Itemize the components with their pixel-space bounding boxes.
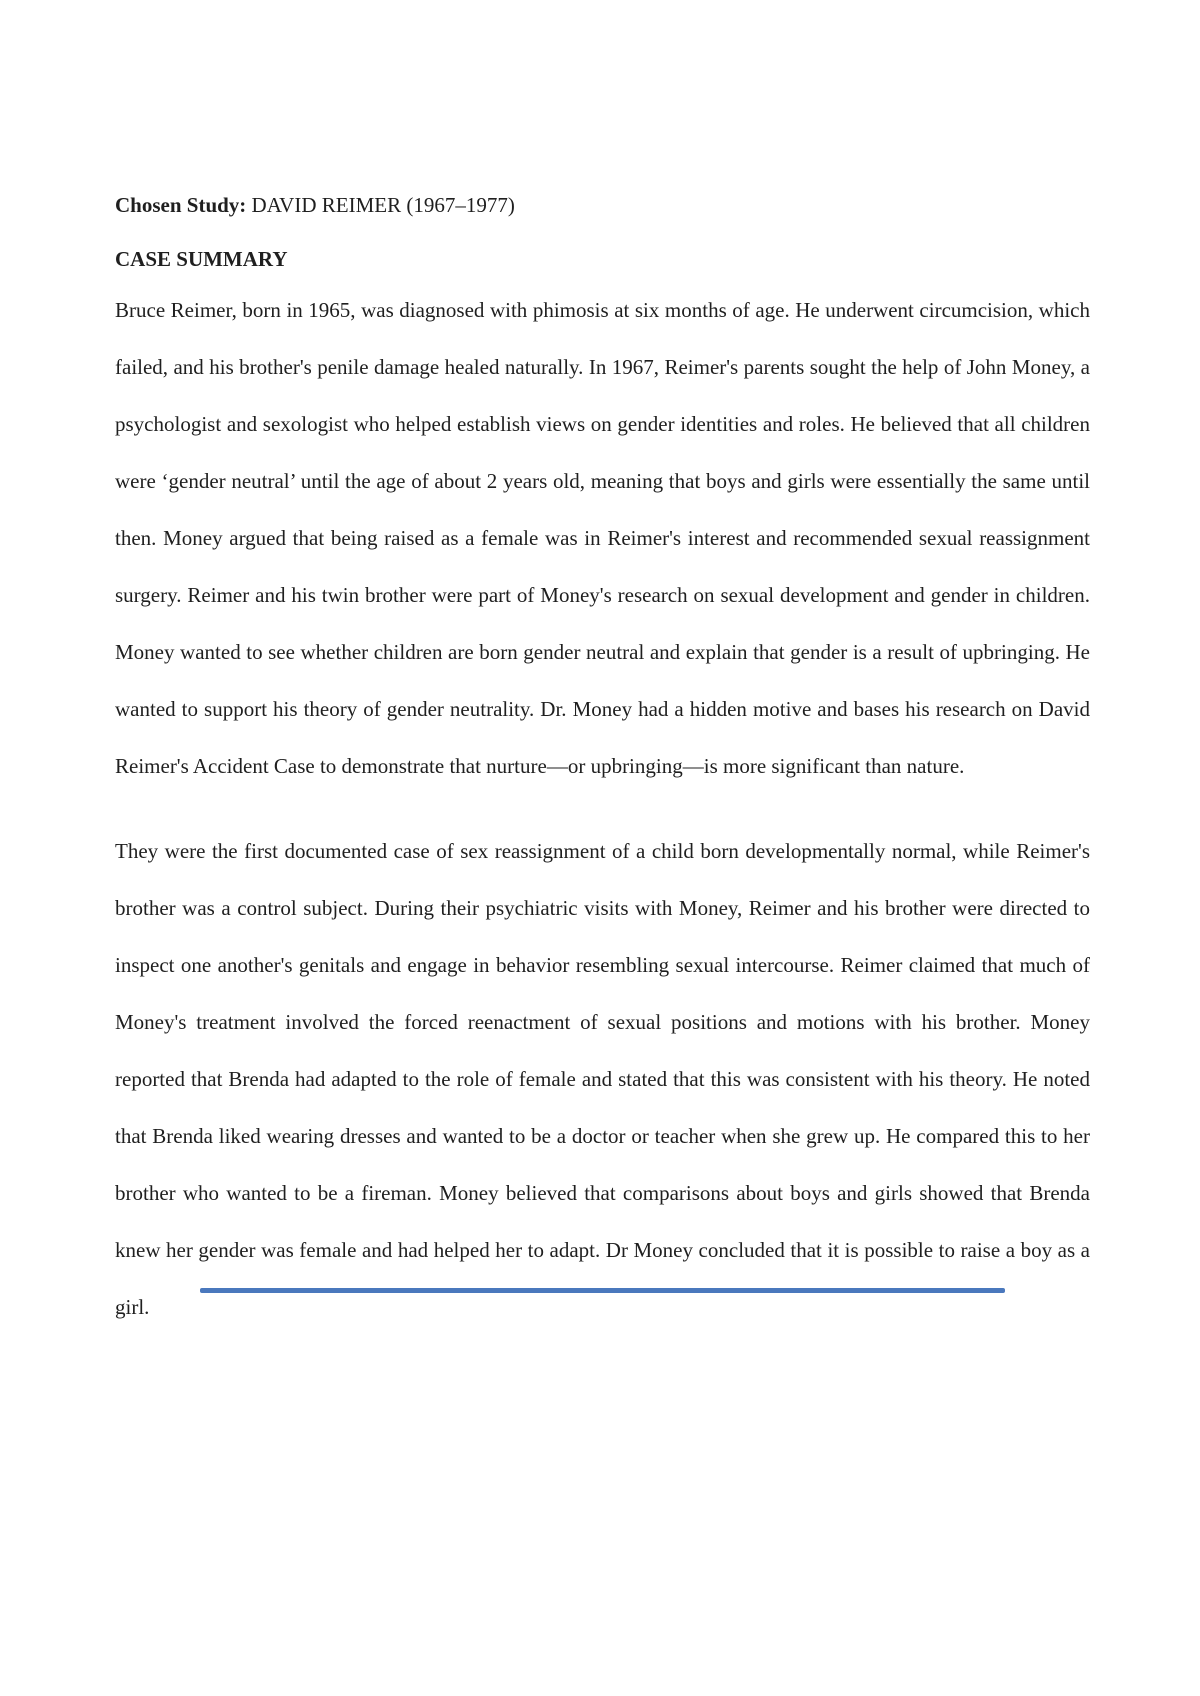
document-body xyxy=(115,190,1090,1350)
section-heading: CASE SUMMARY xyxy=(115,247,288,271)
paragraph-2: They were the first documented case of sex reassignment of a child born developmentally normal, while Reimer's brother was a control subject. During their psychiatric visits with Money, Reimer and his brother were directed to inspect one another's genitals and engage in behavior resembling sexual intercourse. Reimer claimed that much of Money's treatment involved the forced reenactment of sexual positions and motions with his brother. Money reported that Brenda had adapted to the role of female and stated that this was consistent with his theory. He noted that Brenda liked wearing dresses and wanted to be a doctor or teacher when she grew up. He compared this to her brother who wanted to be a fireman. Money believed that comparisons about boys and girls showed that Brenda knew her gender was female and had helped her to adapt. Dr Money concluded that it is possible to raise a boy as a girl. xyxy=(115,839,1090,1319)
annotation-underline xyxy=(200,1288,1005,1293)
chosen-study-label: Chosen Study: xyxy=(115,193,247,217)
paragraph-1: Bruce Reimer, born in 1965, was diagnosed with phimosis at six months of age. He underwent circumcision, which failed, and his brother's penile damage healed naturally. In 1967, Reimer's parents sought the help of John Money, a psychologist and sexologist who helped establish views on gender identities and roles. He believed that all children were ‘gender neutral’ until the age of about 2 years old, meaning that boys and girls were essentially the same until then. Money argued that being raised as a female was in Reimer's interest and recommended sexual reassignment surgery. Reimer and his twin brother were part of Money's research on sexual development and gender in children. Money wanted to see whether children are born gender neutral and explain that gender is a result of upbringing. He wanted to support his theory of gender neutrality. Dr. Money had a hidden motive and bases his research on David Reimer's Accident Case to demonstrate that nurture—or upbringing—is more significant than nature. xyxy=(115,298,1090,778)
chosen-study-title: DAVID REIMER (1967–1977) xyxy=(251,193,515,217)
chosen-study-line xyxy=(115,190,1090,220)
